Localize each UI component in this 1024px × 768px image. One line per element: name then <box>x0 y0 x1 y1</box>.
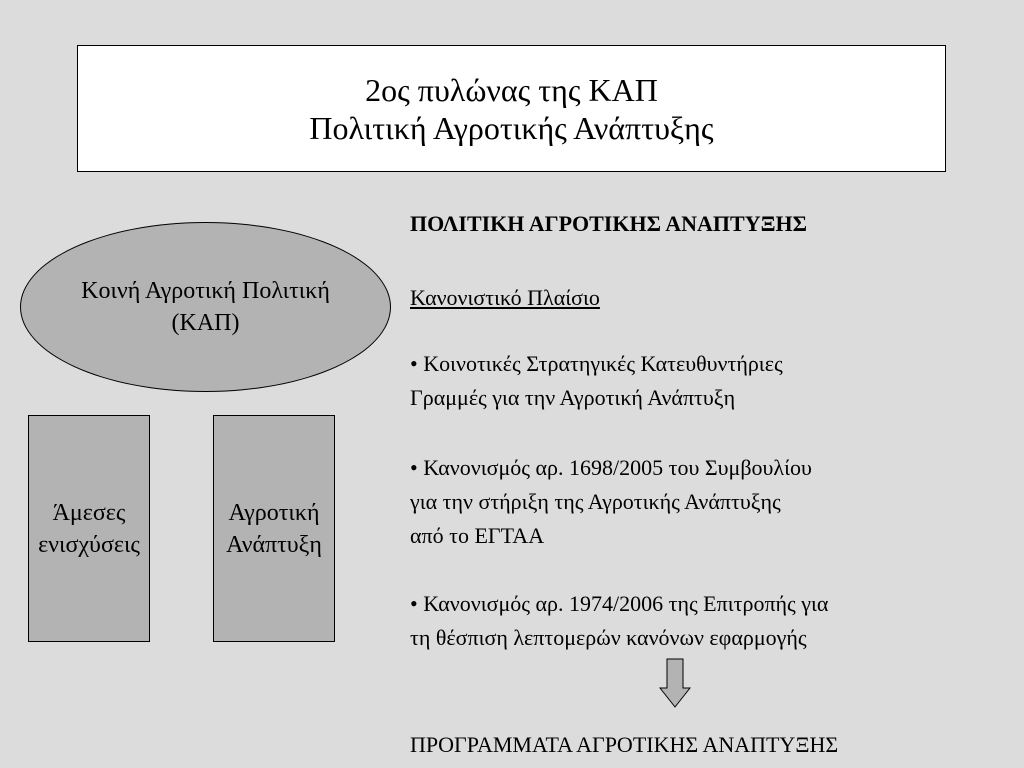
title-line-1: 2ος πυλώνας της ΚΑΠ <box>365 71 658 108</box>
bullet-line: • Κανονισμός αρ. 1974/2006 της Επιτροπής για <box>410 591 829 616</box>
cap-ellipse <box>20 222 391 392</box>
bullet-item <box>410 451 812 553</box>
pillar-rural-development <box>213 415 335 642</box>
down-arrow-icon <box>659 658 691 708</box>
bullet-line: τη θέσπιση λεπτομερών κανόνων εφαρμογής <box>410 625 807 650</box>
pillar-right-line-2: Ανάπτυξη <box>226 531 322 558</box>
panel-subheading: Κανονιστικό Πλαίσιο <box>410 285 600 310</box>
bullet-line: • Κανονισμός αρ. 1698/2005 του Συμβουλίου <box>410 455 812 480</box>
down-arrow-shape <box>660 659 690 707</box>
title-line-2: Πολιτική Αγροτικής Ανάπτυξης <box>309 109 714 146</box>
pillar-left-line-2: ενισχύσεις <box>38 531 140 558</box>
bullet-item <box>410 587 828 655</box>
ellipse-line-2: (ΚΑΠ) <box>171 310 240 336</box>
title-box <box>77 45 946 172</box>
pillar-right-line-1: Αγροτική <box>228 499 320 526</box>
bullet-line: για την στήριξη της Αγροτικής Ανάπτυξης <box>410 489 781 514</box>
bullet-item <box>410 347 783 415</box>
panel-heading: ΠΟΛΙΤΙΚΗ ΑΓΡΟΤΙΚΗΣ ΑΝΑΠΤΥΞΗΣ <box>410 211 807 236</box>
ellipse-line-1: Κοινή Αγροτική Πολιτική <box>81 278 330 304</box>
bullet-line: από το ΕΓΤΑΑ <box>410 523 545 548</box>
programs-label: ΠΡΟΓΡΑΜΜΑΤΑ ΑΓΡΟΤΙΚΗΣ ΑΝΑΠΤΥΞΗΣ <box>410 732 839 757</box>
bullet-line: • Κοινοτικές Στρατηγικές Κατευθυντήριες <box>410 351 783 376</box>
pillar-direct-payments <box>28 415 150 642</box>
pillar-left-line-1: Άμεσες <box>52 499 126 526</box>
bullet-line: Γραμμές για την Αγροτική Ανάπτυξη <box>410 385 736 410</box>
